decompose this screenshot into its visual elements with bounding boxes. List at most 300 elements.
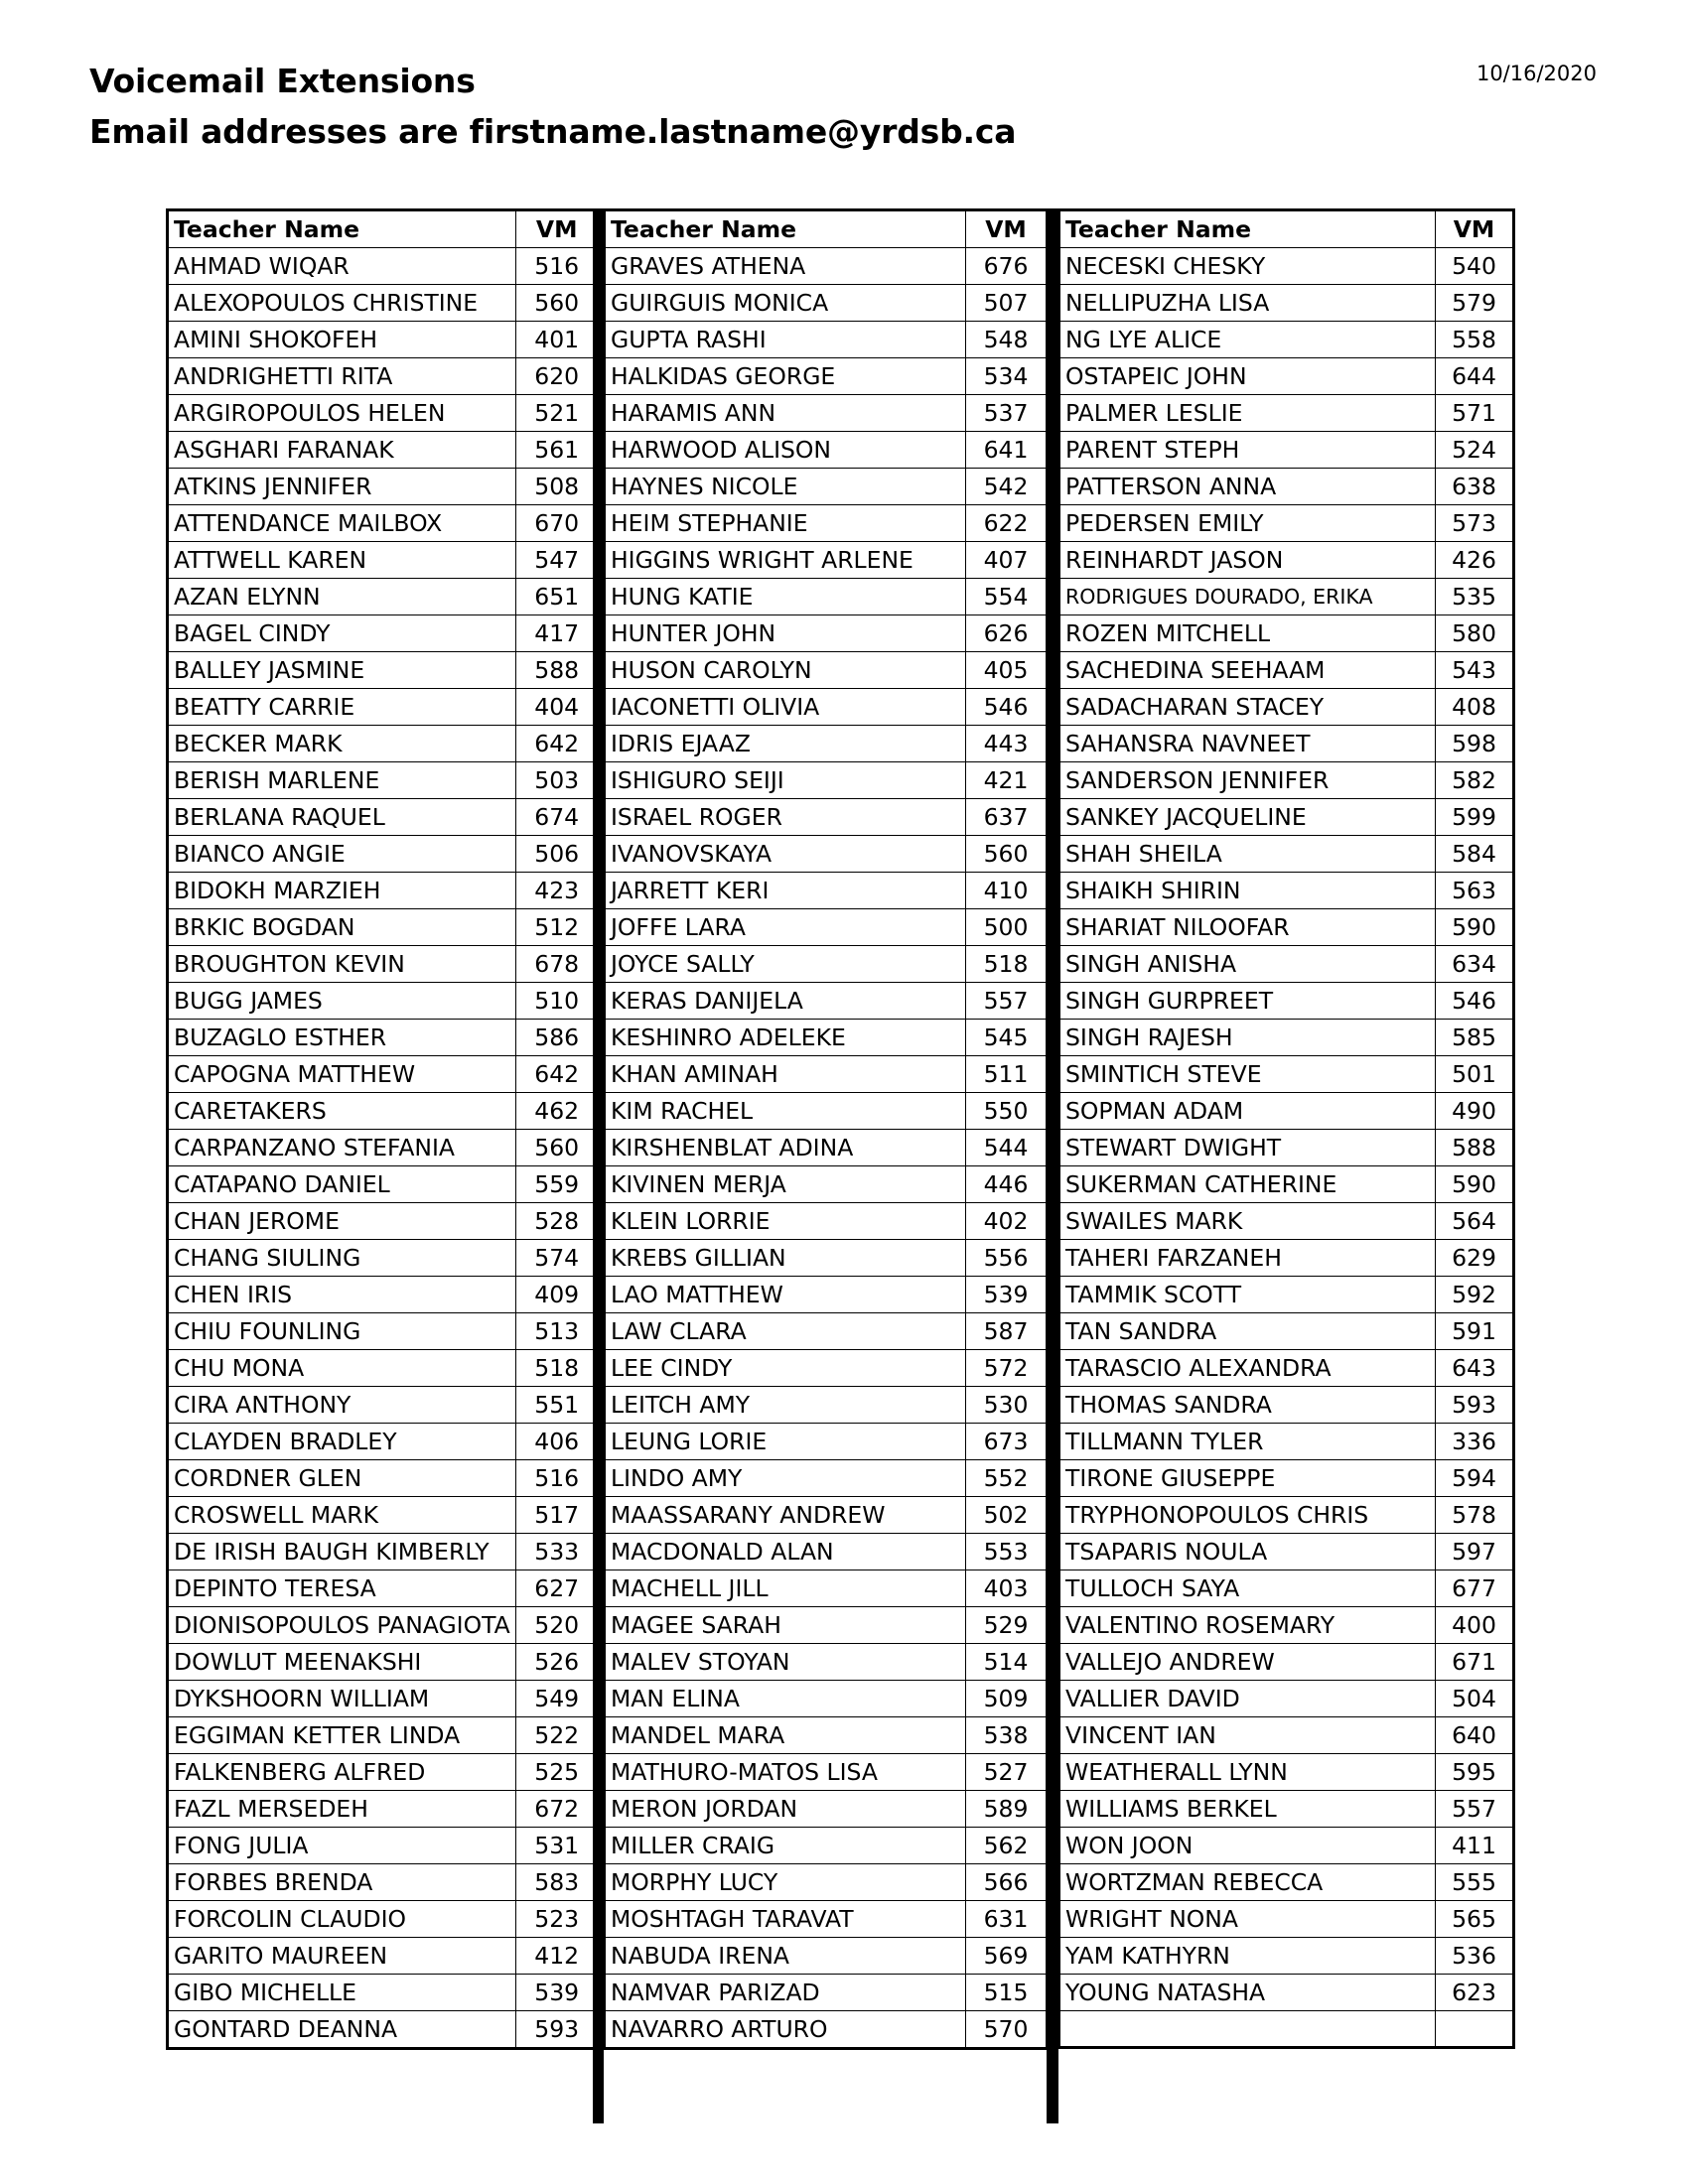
table-row bbox=[1059, 1828, 1514, 1864]
teacher-name-cell: DEPINTO TERESA bbox=[168, 1570, 516, 1607]
vm-extension-cell: 642 bbox=[515, 726, 599, 762]
table-row bbox=[168, 1056, 600, 1093]
teacher-name-cell: PEDERSEN EMILY bbox=[1059, 505, 1436, 542]
table-row bbox=[605, 1681, 1048, 1717]
teacher-name-cell: PATTERSON ANNA bbox=[1059, 469, 1436, 505]
table-row bbox=[605, 322, 1048, 358]
vm-extension-cell: 558 bbox=[1436, 322, 1514, 358]
table-row bbox=[605, 983, 1048, 1020]
teacher-name-cell: JOFFE LARA bbox=[605, 909, 966, 946]
teacher-name-cell: DIONISOPOULOS PANAGIOTA bbox=[168, 1607, 516, 1644]
vm-extension-cell: 542 bbox=[966, 469, 1048, 505]
table-row bbox=[605, 873, 1048, 909]
table-row bbox=[605, 689, 1048, 726]
table-row bbox=[1059, 542, 1514, 579]
teacher-name-cell: GUIRGUIS MONICA bbox=[605, 285, 966, 322]
teacher-name-cell: VALLIER DAVID bbox=[1059, 1681, 1436, 1717]
vm-extension-cell: 570 bbox=[966, 2011, 1048, 2049]
vm-extension-cell: 634 bbox=[1436, 946, 1514, 983]
teacher-name-cell: HARWOOD ALISON bbox=[605, 432, 966, 469]
vm-extension-cell: 402 bbox=[966, 1203, 1048, 1240]
table-row bbox=[1059, 873, 1514, 909]
table-row bbox=[605, 542, 1048, 579]
table-row bbox=[1059, 1056, 1514, 1093]
table-row bbox=[168, 1497, 600, 1534]
table-row bbox=[1059, 1644, 1514, 1681]
teacher-name-cell: KIRSHENBLAT ADINA bbox=[605, 1130, 966, 1166]
table-row bbox=[605, 505, 1048, 542]
table-row bbox=[168, 285, 600, 322]
table-row bbox=[1059, 285, 1514, 322]
teacher-name-cell: WRIGHT NONA bbox=[1059, 1901, 1436, 1938]
teacher-name-cell: MERON JORDAN bbox=[605, 1791, 966, 1828]
teacher-name-cell: MATHURO-MATOS LISA bbox=[605, 1754, 966, 1791]
teacher-name-cell: SMINTICH STEVE bbox=[1059, 1056, 1436, 1093]
table-row bbox=[168, 1240, 600, 1277]
table-row bbox=[168, 542, 600, 579]
teacher-name-cell: GIBO MICHELLE bbox=[168, 1975, 516, 2011]
teacher-name-cell: CARETAKERS bbox=[168, 1093, 516, 1130]
table-row bbox=[605, 1497, 1048, 1534]
table-row bbox=[605, 1020, 1048, 1056]
table-row bbox=[605, 248, 1048, 285]
table-row bbox=[1059, 1166, 1514, 1203]
vm-extension-cell: 552 bbox=[966, 1460, 1048, 1497]
vm-extension-cell: 588 bbox=[1436, 1130, 1514, 1166]
vm-extension-cell: 553 bbox=[966, 1534, 1048, 1570]
vm-extension-cell: 446 bbox=[966, 1166, 1048, 1203]
table-row bbox=[168, 762, 600, 799]
table-row bbox=[168, 432, 600, 469]
vm-extension-cell: 626 bbox=[966, 615, 1048, 652]
vm-extension-cell: 537 bbox=[966, 395, 1048, 432]
table-row bbox=[1059, 1901, 1514, 1938]
vm-extension-cell: 528 bbox=[515, 1203, 599, 1240]
teacher-name-cell: PALMER LESLIE bbox=[1059, 395, 1436, 432]
vm-extension-cell: 559 bbox=[515, 1166, 599, 1203]
teacher-name-cell: HEIM STEPHANIE bbox=[605, 505, 966, 542]
vm-extension-cell: 676 bbox=[966, 248, 1048, 285]
table-row bbox=[1059, 322, 1514, 358]
vm-extension-cell: 409 bbox=[515, 1277, 599, 1313]
table-row bbox=[1059, 1277, 1514, 1313]
vm-extension-cell: 490 bbox=[1436, 1093, 1514, 1130]
table-row bbox=[168, 1093, 600, 1130]
teacher-name-cell: HIGGINS WRIGHT ARLENE bbox=[605, 542, 966, 579]
vm-extension-cell: 560 bbox=[515, 1130, 599, 1166]
vm-extension-cell: 548 bbox=[966, 322, 1048, 358]
teacher-name-cell: MOSHTAGH TARAVAT bbox=[605, 1901, 966, 1938]
teacher-name-cell: TAHERI FARZANEH bbox=[1059, 1240, 1436, 1277]
table-row bbox=[605, 1975, 1048, 2011]
table-row bbox=[605, 579, 1048, 615]
vm-extension-cell: 529 bbox=[966, 1607, 1048, 1644]
vm-extension-cell: 550 bbox=[966, 1093, 1048, 1130]
table-row bbox=[168, 358, 600, 395]
vm-extension-cell: 544 bbox=[966, 1130, 1048, 1166]
vm-extension-cell: 336 bbox=[1436, 1424, 1514, 1460]
teacher-name-cell: JARRETT KERI bbox=[605, 873, 966, 909]
teacher-name-header: Teacher Name bbox=[605, 210, 966, 248]
table-row bbox=[1059, 909, 1514, 946]
teacher-name-cell: AZAN ELYNN bbox=[168, 579, 516, 615]
teacher-name-cell: LAO MATTHEW bbox=[605, 1277, 966, 1313]
vm-extension-cell: 629 bbox=[1436, 1240, 1514, 1277]
table-row bbox=[168, 1534, 600, 1570]
vm-extension-cell: 573 bbox=[1436, 505, 1514, 542]
teacher-name-cell: BROUGHTON KEVIN bbox=[168, 946, 516, 983]
table-row bbox=[1059, 726, 1514, 762]
teacher-name-cell: HUNG KATIE bbox=[605, 579, 966, 615]
table-row bbox=[168, 2011, 600, 2049]
teacher-name-cell: TARASCIO ALEXANDRA bbox=[1059, 1350, 1436, 1387]
vm-extension-cell: 631 bbox=[966, 1901, 1048, 1938]
teacher-name-cell: ATTENDANCE MAILBOX bbox=[168, 505, 516, 542]
teacher-name-cell: WON JOON bbox=[1059, 1828, 1436, 1864]
teacher-name-cell: SHARIAT NILOOFAR bbox=[1059, 909, 1436, 946]
table-row bbox=[168, 726, 600, 762]
teacher-name-cell: VALLEJO ANDREW bbox=[1059, 1644, 1436, 1681]
table-row bbox=[1059, 1681, 1514, 1717]
table-row bbox=[168, 1938, 600, 1975]
teacher-name-cell: CHANG SIULING bbox=[168, 1240, 516, 1277]
teacher-name-cell: SANKEY JACQUELINE bbox=[1059, 799, 1436, 836]
vm-extension-cell: 569 bbox=[966, 1938, 1048, 1975]
vm-extension-cell: 545 bbox=[966, 1020, 1048, 1056]
teacher-name-cell: PARENT STEPH bbox=[1059, 432, 1436, 469]
vm-extension-cell: 522 bbox=[515, 1717, 599, 1754]
teacher-name-cell: FONG JULIA bbox=[168, 1828, 516, 1864]
table-row bbox=[1059, 469, 1514, 505]
teacher-name-cell: OSTAPEIC JOHN bbox=[1059, 358, 1436, 395]
vm-extension-cell: 509 bbox=[966, 1681, 1048, 1717]
table-row bbox=[605, 1570, 1048, 1607]
table-row bbox=[605, 652, 1048, 689]
table-row bbox=[1059, 1570, 1514, 1607]
teacher-name-cell: NAVARRO ARTURO bbox=[605, 2011, 966, 2049]
vm-extension-cell: 594 bbox=[1436, 1460, 1514, 1497]
table-row bbox=[1059, 1717, 1514, 1754]
vm-extension-cell: 546 bbox=[1436, 983, 1514, 1020]
table-row bbox=[1059, 1460, 1514, 1497]
teacher-name-cell: SAHANSRA NAVNEET bbox=[1059, 726, 1436, 762]
teacher-name-cell: MAGEE SARAH bbox=[605, 1607, 966, 1644]
teacher-name-cell: HARAMIS ANN bbox=[605, 395, 966, 432]
teacher-name-cell: NELLIPUZHA LISA bbox=[1059, 285, 1436, 322]
table-row bbox=[605, 1938, 1048, 1975]
vm-header: VM bbox=[515, 210, 599, 248]
vm-extension-cell: 557 bbox=[1436, 1791, 1514, 1828]
vm-extension-cell: 644 bbox=[1436, 358, 1514, 395]
vm-extension-cell: 673 bbox=[966, 1424, 1048, 1460]
teacher-name-cell: DYKSHOORN WILLIAM bbox=[168, 1681, 516, 1717]
vm-extension-cell: 523 bbox=[515, 1901, 599, 1938]
vm-extension-cell: 598 bbox=[1436, 726, 1514, 762]
table-row bbox=[1059, 615, 1514, 652]
teacher-name-cell: BECKER MARK bbox=[168, 726, 516, 762]
table-row bbox=[168, 1387, 600, 1424]
vm-extension-cell: 510 bbox=[515, 983, 599, 1020]
vm-extension-cell: 590 bbox=[1436, 909, 1514, 946]
vm-extension-cell: 571 bbox=[1436, 395, 1514, 432]
vm-extension-cell: 531 bbox=[515, 1828, 599, 1864]
teacher-name-cell: MORPHY LUCY bbox=[605, 1864, 966, 1901]
vm-extension-cell: 501 bbox=[1436, 1056, 1514, 1093]
table-row bbox=[1059, 799, 1514, 836]
extensions-table-2 bbox=[603, 208, 1049, 2050]
table-row bbox=[1059, 358, 1514, 395]
vm-extension-cell: 561 bbox=[515, 432, 599, 469]
vm-extension-cell: 572 bbox=[966, 1350, 1048, 1387]
vm-extension-cell: 637 bbox=[966, 799, 1048, 836]
vm-extension-cell: 584 bbox=[1436, 836, 1514, 873]
vm-extension-cell: 412 bbox=[515, 1938, 599, 1975]
table-row bbox=[1059, 432, 1514, 469]
table-row bbox=[605, 1644, 1048, 1681]
teacher-name-cell: AHMAD WIQAR bbox=[168, 248, 516, 285]
teacher-name-cell: CORDNER GLEN bbox=[168, 1460, 516, 1497]
vm-extension-cell: 590 bbox=[1436, 1166, 1514, 1203]
vm-extension-cell: 565 bbox=[1436, 1901, 1514, 1938]
teacher-name-cell: HUSON CAROLYN bbox=[605, 652, 966, 689]
vm-extension-cell: 407 bbox=[966, 542, 1048, 579]
table-row bbox=[168, 652, 600, 689]
table-row bbox=[1059, 1313, 1514, 1350]
teacher-name-cell: GONTARD DEANNA bbox=[168, 2011, 516, 2049]
table-row bbox=[1059, 836, 1514, 873]
teacher-name-cell: GARITO MAUREEN bbox=[168, 1938, 516, 1975]
table-row bbox=[1059, 2011, 1514, 2048]
vm-extension-cell: 586 bbox=[515, 1020, 599, 1056]
vm-extension-cell: 672 bbox=[515, 1791, 599, 1828]
table-row bbox=[168, 1570, 600, 1607]
table-row bbox=[605, 1130, 1048, 1166]
table-row bbox=[605, 1387, 1048, 1424]
vm-extension-cell: 555 bbox=[1436, 1864, 1514, 1901]
vm-extension-cell: 530 bbox=[966, 1387, 1048, 1424]
vm-extension-cell: 521 bbox=[515, 395, 599, 432]
vm-extension-cell: 443 bbox=[966, 726, 1048, 762]
table-row bbox=[1059, 1791, 1514, 1828]
vm-extension-cell: 557 bbox=[966, 983, 1048, 1020]
teacher-name-cell: CHEN IRIS bbox=[168, 1277, 516, 1313]
teacher-name-cell: CHIU FOUNLING bbox=[168, 1313, 516, 1350]
vm-extension-cell: 500 bbox=[966, 909, 1048, 946]
vm-extension-cell: 406 bbox=[515, 1424, 599, 1460]
table-row bbox=[1059, 1938, 1514, 1975]
vm-extension-cell: 597 bbox=[1436, 1534, 1514, 1570]
vm-extension-cell: 587 bbox=[966, 1313, 1048, 1350]
vm-extension-cell: 620 bbox=[515, 358, 599, 395]
table-row bbox=[1059, 689, 1514, 726]
table-row bbox=[605, 1901, 1048, 1938]
vm-extension-cell: 627 bbox=[515, 1570, 599, 1607]
table-row bbox=[168, 1277, 600, 1313]
table-row bbox=[1059, 395, 1514, 432]
teacher-name-cell: LEUNG LORIE bbox=[605, 1424, 966, 1460]
teacher-name-cell: TSAPARIS NOULA bbox=[1059, 1534, 1436, 1570]
vm-extension-cell: 677 bbox=[1436, 1570, 1514, 1607]
teacher-name-cell: ATTWELL KAREN bbox=[168, 542, 516, 579]
vm-extension-cell: 410 bbox=[966, 873, 1048, 909]
vm-extension-cell: 588 bbox=[515, 652, 599, 689]
vm-extension-cell: 539 bbox=[515, 1975, 599, 2011]
vm-extension-cell: 595 bbox=[1436, 1754, 1514, 1791]
teacher-name-cell: KIM RACHEL bbox=[605, 1093, 966, 1130]
teacher-name-cell: MACDONALD ALAN bbox=[605, 1534, 966, 1570]
table-header-row bbox=[1059, 210, 1514, 248]
vm-extension-cell: 403 bbox=[966, 1570, 1048, 1607]
table-row bbox=[605, 762, 1048, 799]
table-row bbox=[168, 1864, 600, 1901]
table-row bbox=[605, 1350, 1048, 1387]
vm-extension-cell: 674 bbox=[515, 799, 599, 836]
vm-extension-cell: 670 bbox=[515, 505, 599, 542]
table-row bbox=[605, 1424, 1048, 1460]
table-row bbox=[168, 689, 600, 726]
table-row bbox=[1059, 946, 1514, 983]
teacher-name-cell: KREBS GILLIAN bbox=[605, 1240, 966, 1277]
teacher-name-cell: MANDEL MARA bbox=[605, 1717, 966, 1754]
teacher-name-cell: KIVINEN MERJA bbox=[605, 1166, 966, 1203]
table-row bbox=[168, 1791, 600, 1828]
table-row bbox=[168, 248, 600, 285]
table-row bbox=[168, 1975, 600, 2011]
vm-extension-cell: 400 bbox=[1436, 1607, 1514, 1644]
table-row bbox=[168, 1828, 600, 1864]
teacher-name-cell: WEATHERALL LYNN bbox=[1059, 1754, 1436, 1791]
vm-extension-cell: 511 bbox=[966, 1056, 1048, 1093]
vm-extension-cell: 641 bbox=[966, 432, 1048, 469]
vm-extension-cell: 504 bbox=[1436, 1681, 1514, 1717]
teacher-name-cell: BIDOKH MARZIEH bbox=[168, 873, 516, 909]
extensions-table-3 bbox=[1057, 208, 1515, 2049]
teacher-name-cell: WILLIAMS BERKEL bbox=[1059, 1791, 1436, 1828]
teacher-name-cell: BERLANA RAQUEL bbox=[168, 799, 516, 836]
teacher-name-cell: LAW CLARA bbox=[605, 1313, 966, 1350]
vm-extension-cell: 592 bbox=[1436, 1277, 1514, 1313]
teacher-name-cell: EGGIMAN KETTER LINDA bbox=[168, 1717, 516, 1754]
vm-extension-cell: 549 bbox=[515, 1681, 599, 1717]
vm-extension-cell: 527 bbox=[966, 1754, 1048, 1791]
extensions-table-1 bbox=[166, 208, 601, 2050]
table-row bbox=[168, 946, 600, 983]
teacher-name-cell: NABUDA IRENA bbox=[605, 1938, 966, 1975]
table-row bbox=[168, 1020, 600, 1056]
teacher-name-cell: THOMAS SANDRA bbox=[1059, 1387, 1436, 1424]
table-row bbox=[1059, 1607, 1514, 1644]
teacher-name-cell: LINDO AMY bbox=[605, 1460, 966, 1497]
teacher-name-cell: WORTZMAN REBECCA bbox=[1059, 1864, 1436, 1901]
vm-extension-cell: 540 bbox=[1436, 248, 1514, 285]
vm-extension-cell: 411 bbox=[1436, 1828, 1514, 1864]
teacher-name-cell: NAMVAR PARIZAD bbox=[605, 1975, 966, 2011]
teacher-name-cell: ASGHARI FARANAK bbox=[168, 432, 516, 469]
vm-extension-cell: 408 bbox=[1436, 689, 1514, 726]
table-row bbox=[605, 1056, 1048, 1093]
teacher-name-cell: SINGH RAJESH bbox=[1059, 1020, 1436, 1056]
teacher-name-cell: TULLOCH SAYA bbox=[1059, 1570, 1436, 1607]
teacher-name-cell: RODRIGUES DOURADO, ERIKA bbox=[1059, 579, 1436, 615]
table-row bbox=[605, 395, 1048, 432]
vm-extension-cell: 583 bbox=[515, 1864, 599, 1901]
vm-extension-cell: 582 bbox=[1436, 762, 1514, 799]
teacher-name-cell: YOUNG NATASHA bbox=[1059, 1975, 1436, 2011]
vm-extension-cell: 642 bbox=[515, 1056, 599, 1093]
teacher-name-cell: YAM KATHYRN bbox=[1059, 1938, 1436, 1975]
vm-extension-cell: 508 bbox=[515, 469, 599, 505]
vm-extension-cell: 525 bbox=[515, 1754, 599, 1791]
vm-extension-cell: 589 bbox=[966, 1791, 1048, 1828]
teacher-name-cell: MACHELL JILL bbox=[605, 1570, 966, 1607]
teacher-name-cell: TILLMANN TYLER bbox=[1059, 1424, 1436, 1460]
vm-extension-cell: 546 bbox=[966, 689, 1048, 726]
vm-extension-cell: 526 bbox=[515, 1644, 599, 1681]
teacher-name-header: Teacher Name bbox=[1059, 210, 1436, 248]
table-row bbox=[605, 1166, 1048, 1203]
vm-extension-cell: 566 bbox=[966, 1864, 1048, 1901]
teacher-name-cell: CHU MONA bbox=[168, 1350, 516, 1387]
vm-extension-cell: 534 bbox=[966, 358, 1048, 395]
table-row bbox=[605, 1240, 1048, 1277]
table-row bbox=[605, 1828, 1048, 1864]
table-header-row bbox=[168, 210, 600, 248]
teacher-name-cell: BALLEY JASMINE bbox=[168, 652, 516, 689]
teacher-name-cell: CIRA ANTHONY bbox=[168, 1387, 516, 1424]
teacher-name-cell: SOPMAN ADAM bbox=[1059, 1093, 1436, 1130]
vm-extension-cell: 539 bbox=[966, 1277, 1048, 1313]
teacher-name-cell: SUKERMAN CATHERINE bbox=[1059, 1166, 1436, 1203]
table-row bbox=[605, 2011, 1048, 2049]
vm-extension-cell: 579 bbox=[1436, 285, 1514, 322]
table-row bbox=[605, 1534, 1048, 1570]
table-row bbox=[168, 1754, 600, 1791]
vm-extension-cell: 580 bbox=[1436, 615, 1514, 652]
teacher-name-cell: FAZL MERSEDEH bbox=[168, 1791, 516, 1828]
teacher-name-header: Teacher Name bbox=[168, 210, 516, 248]
teacher-name-cell: BEATTY CARRIE bbox=[168, 689, 516, 726]
teacher-name-cell: REINHARDT JASON bbox=[1059, 542, 1436, 579]
teacher-name-cell: SWAILES MARK bbox=[1059, 1203, 1436, 1240]
vm-extension-cell: 585 bbox=[1436, 1020, 1514, 1056]
vm-extension-cell: 462 bbox=[515, 1093, 599, 1130]
table-row bbox=[605, 1203, 1048, 1240]
teacher-name-cell: IVANOVSKAYA bbox=[605, 836, 966, 873]
teacher-name-cell: DE IRISH BAUGH KIMBERLY bbox=[168, 1534, 516, 1570]
teacher-name-cell: BERISH MARLENE bbox=[168, 762, 516, 799]
table-row bbox=[605, 909, 1048, 946]
table-row bbox=[605, 469, 1048, 505]
teacher-name-cell: ISRAEL ROGER bbox=[605, 799, 966, 836]
vm-extension-cell: 623 bbox=[1436, 1975, 1514, 2011]
teacher-name-cell: VINCENT IAN bbox=[1059, 1717, 1436, 1754]
teacher-name-cell: TAN SANDRA bbox=[1059, 1313, 1436, 1350]
teacher-name-cell: AMINI SHOKOFEH bbox=[168, 322, 516, 358]
vm-extension-cell: 547 bbox=[515, 542, 599, 579]
teacher-name-cell: STEWART DWIGHT bbox=[1059, 1130, 1436, 1166]
teacher-name-cell: ANDRIGHETTI RITA bbox=[168, 358, 516, 395]
table-row bbox=[1059, 1203, 1514, 1240]
table-row bbox=[168, 579, 600, 615]
table-row bbox=[605, 358, 1048, 395]
teacher-name-cell: VALENTINO ROSEMARY bbox=[1059, 1607, 1436, 1644]
teacher-name-cell: SINGH GURPREET bbox=[1059, 983, 1436, 1020]
table-row bbox=[168, 836, 600, 873]
table-row bbox=[168, 1166, 600, 1203]
teacher-name-cell: IACONETTI OLIVIA bbox=[605, 689, 966, 726]
vm-extension-cell: 543 bbox=[1436, 652, 1514, 689]
table-row bbox=[1059, 1240, 1514, 1277]
